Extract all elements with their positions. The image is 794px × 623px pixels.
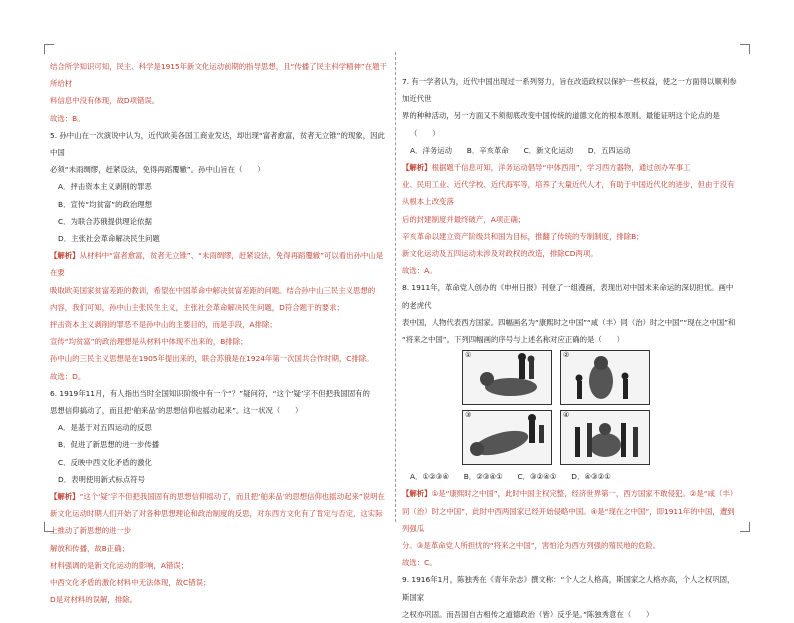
analysis-line: 内容，我们可知，孙中山主张民生主义，主张社会革命解决民生问题，D符合题干的要求； bbox=[50, 302, 344, 312]
analysis-line: 【解析】根据题干信息可知，洋务运动倡导“中体西用”，学习西方器物，通过创办军事工 bbox=[402, 163, 691, 173]
tiger-cartoon-image bbox=[463, 411, 551, 464]
panel-number: ① bbox=[465, 351, 472, 360]
analysis-line: 解放和传播，故B正确； bbox=[50, 543, 129, 553]
question-stem: 表中国，人物代表西方国家。四幅画名为“康熙时之中国”“咸（丰）同（治）时之中国”“现在之中国”和 bbox=[402, 317, 736, 327]
option-a: A．抨击资本主义剥削的罪恶 bbox=[58, 182, 152, 192]
option-b: B．促进了新思想的进一步传播 bbox=[58, 440, 160, 450]
analysis-line: 【解析】①是“康熙时之中国”，此时中国主权完整，经济世界第一，西方国家不敢侵犯。②是“咸（丰） bbox=[402, 489, 738, 499]
question-stem: 7. 有一学者认为，近代中国出现过一系列努力，旨在改造政权以保护一些权益，使之一方面得以顺利参加近代世 bbox=[402, 77, 737, 104]
analysis-tag: 【解析】 bbox=[402, 489, 432, 499]
analysis-line: 吸取欧美国家贫富差距的教训，希望在中国革命中解决贫富差距的问题。结合孙中山三民主义思想的 bbox=[50, 285, 376, 295]
analysis-line: 分。③是革命党人所担忧的“将来之中国”，害怕沦为西方列强的殖民地的危险。 bbox=[402, 541, 661, 551]
panel-number: ④ bbox=[563, 411, 570, 420]
analysis-tag: 【解析】 bbox=[50, 251, 80, 261]
question-stem: 8. 1911年，革命党人创办的《申州日报》刊登了一组漫画，表现出对中国未来命运的深切担忧。画中的老虎代 bbox=[402, 283, 734, 310]
option-c: C．反映中西文化矛盾的激化 bbox=[58, 457, 152, 467]
option-a: A．是基于对五四运动的反思 bbox=[58, 423, 152, 433]
analysis-line: 【解析】从材料中“富者愈富，贫者无立锥”、“未雨绸缪，赶紧设法，免得再蹈覆辙”可以看出孙中山是在要 bbox=[50, 251, 384, 278]
analysis-tag: 【解析】 bbox=[50, 492, 80, 502]
option-d: D．主张社会革命解决民生问题 bbox=[58, 234, 160, 244]
answer-line: 故选：C。 bbox=[402, 558, 437, 568]
option-b: B．宣传“均贫富”的政治理想 bbox=[58, 199, 153, 209]
analysis-tag: 【解析】 bbox=[402, 163, 432, 173]
analysis-line: 宣传“均贫富”的政治理想是从材料中体现不出来的，B排除； bbox=[50, 337, 248, 347]
crop-mark bbox=[44, 44, 54, 54]
analysis-line: 中西文化矛盾的激化材料中无法体现，故C错误； bbox=[50, 578, 211, 588]
crop-mark bbox=[740, 44, 750, 54]
question-stem: “将来之中国”。下列四幅画的序号与上述名称对应正确的是（ ） bbox=[402, 335, 624, 345]
cartoon-panel-2 bbox=[560, 350, 650, 405]
analysis-line: 后的封建制度并最终破产，A项正确； bbox=[402, 214, 526, 224]
analysis-line: 材料强调的是新文化运动的影响，A错误； bbox=[50, 560, 189, 570]
analysis-line: 结合所学知识可知，民主、科学是1915年新文化运动前期的指导思想，且“传播了民主科学精神”在题干所给材 bbox=[50, 62, 387, 89]
analysis-line: D是对材料的误解，排除。 bbox=[50, 595, 137, 605]
tiger-cartoon-image bbox=[561, 351, 649, 404]
cartoon-panel-1 bbox=[462, 350, 552, 405]
answer-line: 故选：A。 bbox=[402, 266, 437, 276]
options-row: A．洋务运动 B．辛亥革命 C．新文化运动 D．五四运动 bbox=[410, 145, 631, 155]
panel-number: ② bbox=[563, 351, 570, 360]
cartoon-panel-4 bbox=[560, 410, 650, 465]
question-stem: 5. 孙中山在一次演说中认为，近代欧美各国工商业发达，却出现“富者愈富，贫者无立锥”的现象，因此中国 bbox=[50, 130, 385, 158]
question-stem: 思想信仰搞动了，而且把‘舶来品’的思想信仰也摇动起来”。这一状况（ ） bbox=[50, 406, 303, 416]
panel-number: ③ bbox=[465, 411, 472, 420]
answer-line: 故选：D。 bbox=[50, 371, 86, 381]
column-divider bbox=[395, 52, 396, 522]
analysis-line: 新文化运动时期人们开始了对各种思想理论和政治制度的反思，对东西方文化有了肯定与否定，这实际上推动了新思想的进一步 bbox=[50, 509, 383, 536]
option-c: C．为联合苏俄提供理论依据 bbox=[58, 216, 152, 226]
analysis-line: 同（治）时之中国”，此时中西两国家已经开始侵略中国。④是“现在之中国”，即1911年的中国，遭到列强瓜 bbox=[402, 506, 735, 533]
crop-mark bbox=[740, 522, 750, 532]
options-row: A．①②③④ B．②③④① C．③②④① D．④③②① bbox=[410, 472, 611, 482]
question-stem: （ ） bbox=[410, 128, 440, 138]
analysis-line: 新文化运动及五四运动未涉及对政权的改造，排除CD两项。 bbox=[402, 249, 598, 259]
cartoon-figure bbox=[462, 350, 650, 466]
analysis-line: 业、民用工业、近代学校、近代海军等，培养了大量近代人才，有助于中国近代化的进步，但由于没有从根本上改变落 bbox=[402, 180, 735, 207]
analysis-line: 辛亥革命以建立资产阶级共和国为目标，推翻了传统的专制制度，排除B； bbox=[402, 231, 644, 241]
tiger-cartoon-image bbox=[561, 411, 649, 464]
option-d: D．表明使用新式标点符号 bbox=[58, 474, 145, 484]
answer-line: 故选：B。 bbox=[50, 113, 85, 123]
analysis-line: 孙中山的三民主义思想是在1905年提出来的，联合苏俄是在1924年第一次国共合作时期，C排除。 bbox=[50, 354, 374, 364]
tiger-cartoon-image bbox=[463, 351, 551, 404]
question-stem: 必须“未雨绸缪，赶紧设法，免得再蹈覆辙”。孙中山旨在（ ） bbox=[50, 165, 265, 175]
question-stem: 9. 1916年1月，陈独秀在《青年杂志》撰文称：“个人之人格高，斯国家之人格亦高，个人之权巩固，斯国家 bbox=[402, 575, 735, 602]
question-stem: 界的种种活动，另一方面又不须彻底改变中国传统的道德文化的根本原则。最能证明这个论点的是 bbox=[402, 111, 720, 121]
left-column bbox=[50, 58, 388, 609]
analysis-line: 抨击资本主义剥削的罪恶不是孙中山的主要目的，而是手段，A排除； bbox=[50, 320, 277, 330]
right-column bbox=[402, 73, 740, 623]
analysis-line: 【解析】“这个‘疑’字不但把我国固有的思想信仰摇动了，而且把‘舶来品’的思想信仰也摇动起来”说明在 bbox=[50, 492, 385, 502]
question-stem: 6. 1919年11月，有人指出当时全国知识阶级中有一个“？”疑问符，“这个‘疑’字不但把我国固有的 bbox=[50, 388, 370, 398]
question-stem: 之权亦巩固。而吾国自古相传之道德政治（皆）反乎是。”陈独秀意在（ ） bbox=[402, 609, 654, 619]
analysis-line: 料信息中没有体现，故D项错误。 bbox=[50, 96, 160, 106]
cartoon-panel-3 bbox=[462, 410, 552, 465]
